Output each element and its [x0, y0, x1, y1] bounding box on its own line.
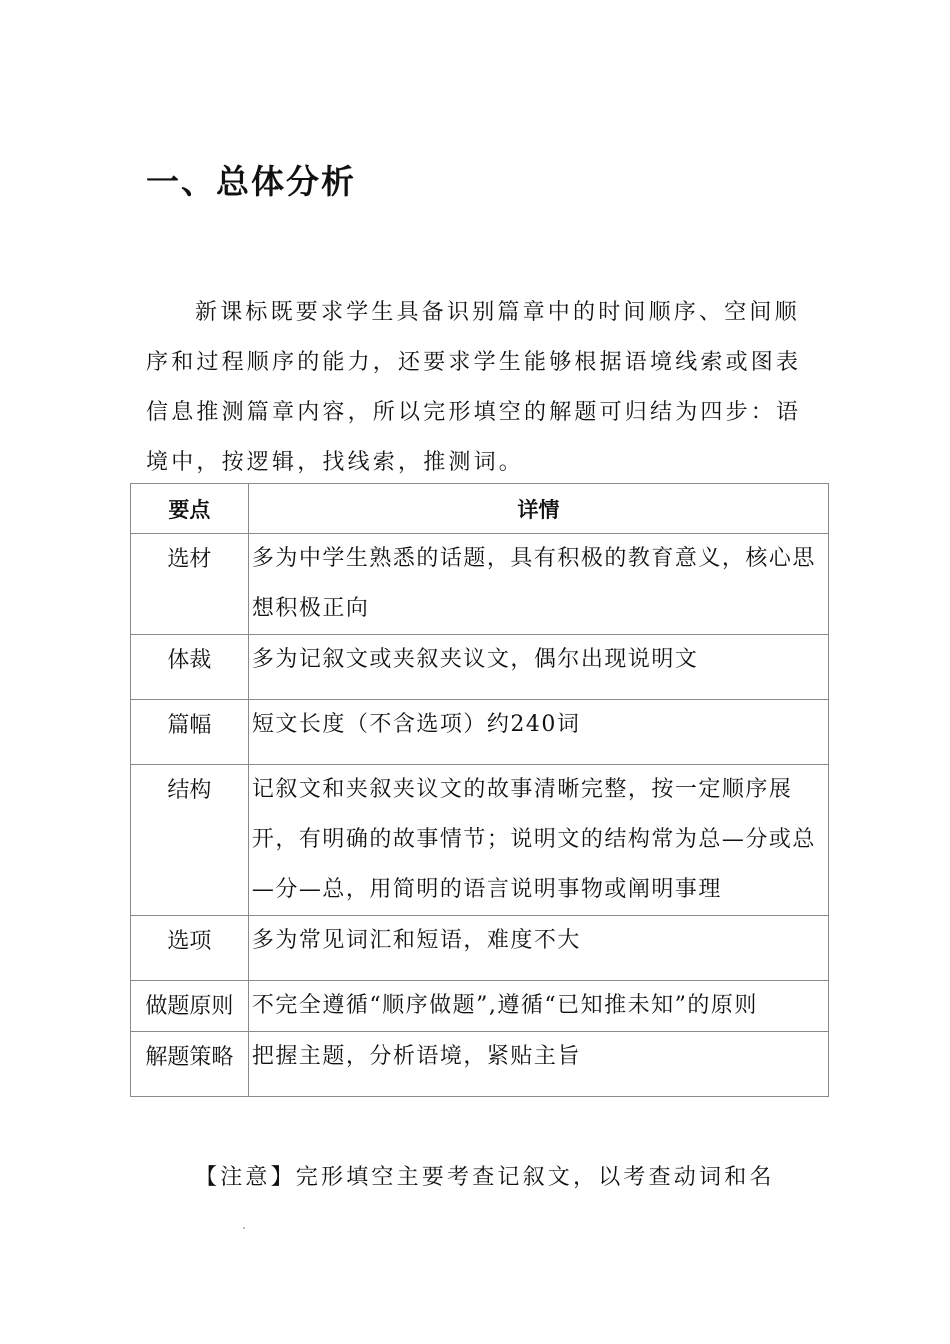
row-key: 篇幅 [131, 700, 249, 765]
row-detail: 多为常见词汇和短语，难度不大 [248, 916, 828, 981]
table-row [131, 916, 829, 981]
table-row [131, 765, 829, 916]
table-row [131, 1032, 829, 1097]
note-paragraph: 【注意】完形填空主要考查记叙文，以考查动词和名 [195, 1165, 775, 1190]
intro-paragraph: 新课标既要求学生具备识别篇章中的时间顺序、空间顺序和过程顺序的能力，还要求学生能够根据语境线索或图表信息推测篇章内容，所以完形填空的解题可归结为四步：语境中，按逻辑，找线索，推测词。 [146, 300, 802, 475]
row-detail: 把握主题，分析语境，紧贴主旨 [248, 1032, 828, 1097]
page-speck [243, 1227, 245, 1229]
section-heading: 一、总体分析 [146, 162, 356, 201]
row-detail: 记叙文和夹叙夹议文的故事清晰完整，按一定顺序展开，有明确的故事情节；说明文的结构常为总—分或总—分—总，用简明的语言说明事物或阐明事理 [248, 765, 828, 916]
table-row [131, 534, 829, 635]
table-row [131, 635, 829, 700]
table-row [131, 981, 829, 1032]
row-detail: 多为记叙文或夹叙夹议文，偶尔出现说明文 [248, 635, 828, 700]
row-detail: 不完全遵循“顺序做题”,遵循“已知推未知”的原则 [248, 981, 828, 1032]
row-detail: 多为中学生熟悉的话题，具有积极的教育意义，核心思想积极正向 [248, 534, 828, 635]
row-key: 解题策略 [131, 1032, 249, 1097]
row-key: 做题原则 [131, 981, 249, 1032]
row-key: 选材 [131, 534, 249, 635]
row-key: 结构 [131, 765, 249, 916]
table-row [131, 700, 829, 765]
key-points-table [130, 483, 829, 1097]
header-key: 要点 [131, 484, 249, 534]
row-key: 体裁 [131, 635, 249, 700]
header-detail: 详情 [248, 484, 828, 534]
row-key: 选项 [131, 916, 249, 981]
table-header-row [131, 484, 829, 534]
row-detail: 短文长度（不含选项）约240词 [248, 700, 828, 765]
